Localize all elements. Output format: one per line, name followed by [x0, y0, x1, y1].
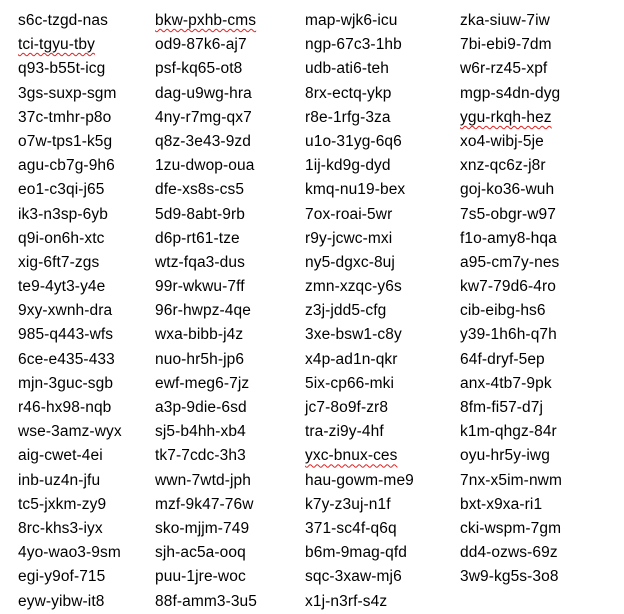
code-cell: 4yo-wao3-9sm [18, 544, 121, 562]
code-cell: x4p-ad1n-qkr [305, 350, 398, 368]
code-cell: map-wjk6-icu [305, 12, 398, 29]
code-cell: xig-6ft7-zgs [18, 253, 100, 271]
code-cell: b6m-9mag-qfd [305, 544, 407, 562]
code-cell: 7ox-roai-5wr [305, 205, 393, 223]
code-cell: kmq-nu19-bex [305, 181, 406, 199]
code-cell: 64f-dryf-5ep [460, 350, 545, 368]
code-cell: 4ny-r7mg-qx7 [155, 108, 252, 126]
code-cell: 3xe-bsw1-c8y [305, 326, 402, 344]
code-cell: zka-siuw-7iw [460, 12, 550, 29]
code-cell: 371-sc4f-q6q [305, 519, 397, 537]
code-cell: 7nx-x5im-nwm [460, 471, 562, 489]
spellcheck-flagged-code: tci-tgyu-tby [18, 36, 95, 54]
code-cell: s6c-tzgd-nas [18, 12, 108, 29]
code-cell: wxa-bibb-j4z [155, 326, 244, 344]
code-cell: 985-q443-wfs [18, 326, 114, 344]
code-cell: udb-ati6-teh [305, 60, 389, 78]
code-cell: 5d9-8abt-9rb [155, 205, 245, 223]
code-cell: mzf-9k47-76w [155, 495, 254, 513]
code-cell: 88f-amm3-3u5 [155, 592, 257, 610]
code-cell: oyu-hr5y-iwg [460, 447, 550, 465]
code-cell: wtz-fqa3-dus [155, 253, 245, 271]
code-cell: tk7-7cdc-3h3 [155, 447, 246, 465]
code-cell: ewf-meg6-7jz [155, 374, 250, 392]
code-cell: zmn-xzqc-y6s [305, 278, 402, 296]
code-cell: eo1-c3qi-j65 [18, 181, 105, 199]
code-cell: z3j-jdd5-cfg [305, 302, 387, 320]
spellcheck-flagged-code: ygu-rkqh-hez [460, 108, 552, 126]
code-cell: eyw-yibw-it8 [18, 592, 105, 610]
code-cell: 6ce-e435-433 [18, 350, 115, 368]
code-cell: r8e-1rfg-3za [305, 108, 391, 126]
code-cell: puu-1jre-woc [155, 568, 246, 586]
code-cell: egi-y9of-715 [18, 568, 106, 586]
code-cell: 1zu-dwop-oua [155, 157, 255, 175]
code-cell: mjn-3guc-sgb [18, 374, 114, 392]
code-cell: 5ix-cp66-mki [305, 374, 395, 392]
code-cell: f1o-amy8-hqa [460, 229, 557, 247]
code-cell: 3gs-suxp-sgm [18, 84, 117, 102]
code-cell: cib-eibg-hs6 [460, 302, 546, 320]
code-cell: q8z-3e43-9zd [155, 132, 251, 150]
code-cell: 1ij-kd9g-dyd [305, 157, 391, 175]
code-cell: sjh-ac5a-ooq [155, 544, 246, 562]
code-cell: ik3-n3sp-6yb [18, 205, 108, 223]
code-cell: wwn-7wtd-jph [155, 471, 251, 489]
code-cell: te9-4yt3-y4e [18, 278, 106, 296]
code-cell: 8rx-ectq-ykp [305, 84, 392, 102]
code-cell: 7bi-ebi9-7dm [460, 36, 552, 54]
code-cell: 9xy-xwnh-dra [18, 302, 113, 320]
code-cell: ngp-67c3-1hb [305, 36, 402, 54]
code-cell: xo4-wibj-5je [460, 132, 544, 150]
code-cell: inb-uz4n-jfu [18, 471, 101, 489]
code-cell: 3w9-kg5s-3o8 [460, 568, 559, 586]
code-cell: dfe-xs8s-cs5 [155, 181, 245, 199]
code-cell: sqc-3xaw-mj6 [305, 568, 402, 586]
code-cell: mgp-s4dn-dyg [460, 84, 561, 102]
code-cell: x1j-n3rf-s4z [305, 592, 388, 610]
code-cell: goj-ko36-wuh [460, 181, 555, 199]
code-cell: tra-zi9y-4hf [305, 423, 384, 441]
code-cell: q93-b55t-icg [18, 60, 106, 78]
code-cell: u1o-31yg-6q6 [305, 132, 402, 150]
code-cell: k7y-z3uj-n1f [305, 495, 391, 513]
code-cell: 99r-wkwu-7ff [155, 278, 245, 296]
code-cell: k1m-qhgz-84r [460, 423, 557, 441]
code-cell: agu-cb7g-9h6 [18, 157, 115, 175]
code-cell: sj5-b4hh-xb4 [155, 423, 246, 441]
code-cell: od9-87k6-aj7 [155, 36, 247, 54]
code-cell: 96r-hwpz-4qe [155, 302, 251, 320]
document-table [18, 9, 618, 614]
code-cell: dag-u9wg-hra [155, 84, 252, 102]
code-cell: anx-4tb7-9pk [460, 374, 552, 392]
code-cell: r46-hx98-nqb [18, 399, 112, 416]
code-cell: bxt-x9xa-ri1 [460, 495, 543, 513]
code-cell: y39-1h6h-q7h [460, 326, 557, 344]
code-cell: 8fm-fi57-d7j [460, 399, 544, 416]
code-cell: 37c-tmhr-p8o [18, 108, 112, 126]
code-cell: psf-kq65-ot8 [155, 60, 243, 78]
code-cell: ny5-dgxc-8uj [305, 253, 395, 271]
code-cell: jc7-8o9f-zr8 [305, 399, 389, 416]
spellcheck-flagged-code: bkw-pxhb-cms [155, 12, 257, 29]
code-cell: q9i-on6h-xtc [18, 229, 105, 247]
code-cell: r9y-jcwc-mxi [305, 229, 393, 247]
spellcheck-flagged-code: yxc-bnux-ces [305, 447, 398, 465]
code-cell: w6r-rz45-xpf [460, 60, 548, 78]
code-cell: d6p-rt61-tze [155, 229, 240, 247]
code-cell: o7w-tps1-k5g [18, 132, 113, 150]
code-cell: wse-3amz-wyx [18, 423, 122, 441]
code-cell: a3p-9die-6sd [155, 399, 247, 416]
code-cell: sko-mjjm-749 [155, 519, 250, 537]
code-cell: dd4-ozws-69z [460, 544, 558, 562]
code-cell: aig-cwet-4ei [18, 447, 103, 465]
code-cell: kw7-79d6-4ro [460, 278, 556, 296]
code-cell: a95-cm7y-nes [460, 253, 560, 271]
code-cell: nuo-hr5h-jp6 [155, 350, 245, 368]
code-cell: xnz-qc6z-j8r [460, 157, 546, 175]
code-cell: hau-gowm-me9 [305, 471, 414, 489]
code-cell: cki-wspm-7gm [460, 519, 562, 537]
code-cell: 7s5-obgr-w97 [460, 205, 556, 223]
code-cell: 8rc-khs3-iyx [18, 519, 103, 537]
code-cell: tc5-jxkm-zy9 [18, 495, 107, 513]
